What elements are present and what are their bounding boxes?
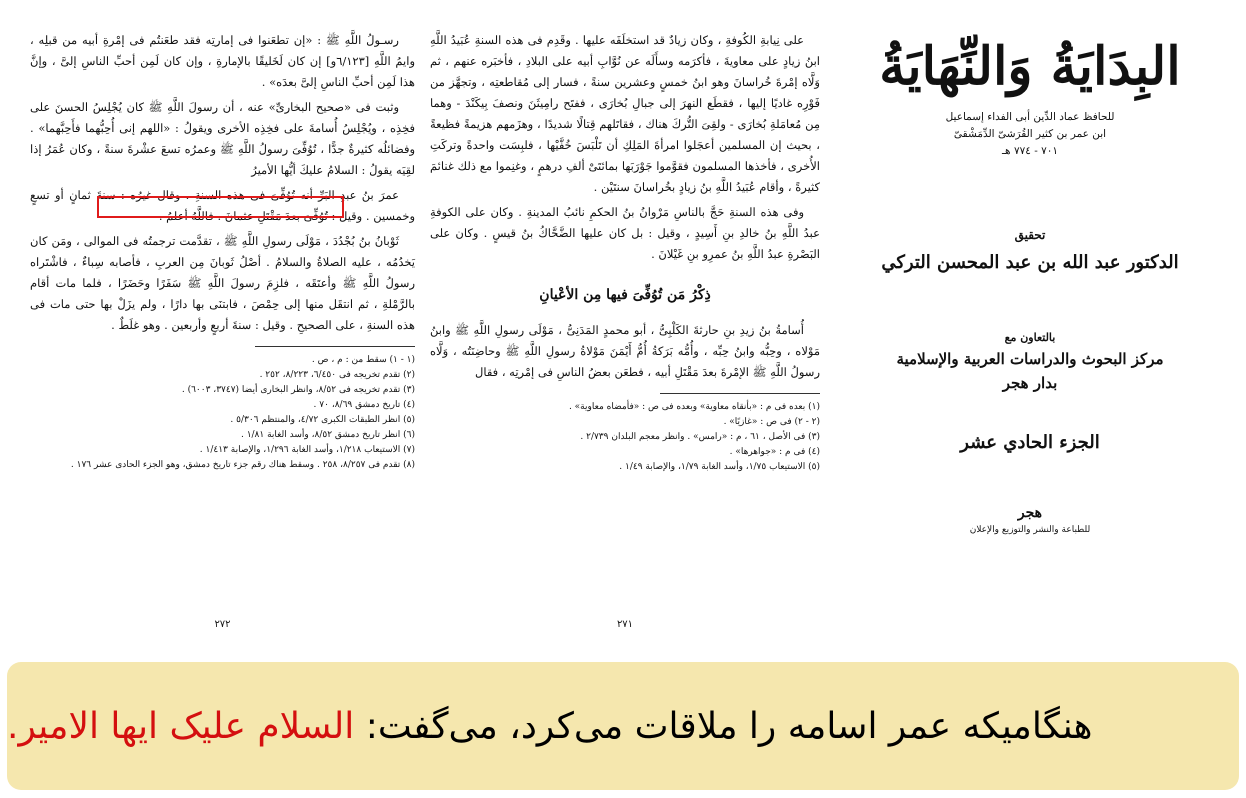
footnote: (٤) فى م : «جواهرها» . — [729, 447, 820, 457]
footnote-divider — [255, 346, 415, 347]
footnote: (١ - ١) سقط من : م ، ص . — [311, 355, 415, 365]
footnote: (٥) انظر الطبقات الكبرى ٤/٧٢، والمنتظم ٥/٣٠٦ . — [230, 415, 415, 425]
page-left-body — [30, 30, 415, 336]
section-heading: ذِكْرُ مَن تُوُفِّىَ فيها مِن الأعْيانِ — [539, 287, 711, 303]
highlight-box — [97, 196, 344, 218]
footnotes-middle — [430, 400, 820, 475]
caption-bar — [7, 662, 1239, 790]
book-title-page — [830, 30, 1230, 630]
footnote: (١) بعده فى م : «بأنقاه معاوية» وبعده فى ص : «فأمضاه معاوية» . — [568, 402, 820, 412]
dar-name: بدار هجر — [1002, 374, 1058, 392]
caption-text — [7, 706, 1153, 747]
paragraph: ثَوْبانُ بنُ بُجْدُدَ ، مَوْلَى رسولِ اللَّهِ ﷺ ، تقدَّمت ترجمتُه فى الموالى ، ومَن كان يَخدُمُه ، عليه الصلاةُ والسلامُ . أصْلُ ثَوبانَ مِن العربِ ، فأصابه سِباءٌ ، فاشْتَراه رسولُ اللَّهِ ﷺ وأعتَقَه ، فلزِمَ رسولَ اللَّهِ ﷺ سَفَرًا وحَضَرًا ، فلما مات أقام بالرَّمْلةِ ، ثم انتقَل منها إلى حِمْصَ ، فابتنَى بها دارًا ، ولم يزَلْ بها حتى مات فى هذه السنةِ ، على الصحيحِ . وقيل : سنةَ أربعٍ وأربعين . وهو غلَطٌ . — [30, 234, 415, 332]
author-line: ابن عمر بن كثير القُرَشىّ الدِّمَشْقىّ — [953, 128, 1107, 140]
footnotes-left — [30, 353, 415, 473]
highlighted-quote: وكان عُمَرُ إذا لقِيَه يقولُ : السلامُ عليكَ أيُّها الأميرُ — [30, 142, 415, 177]
footnote: (٣) تقدم تخريجه فى ٨/٥٢، وانظر البخارى أيضا (٣٧٤٧، ٦٠٠٣) . — [181, 385, 415, 395]
editor-name: الدكتور عبد الله بن عبد المحسن التركي — [881, 252, 1179, 273]
page-number: ٢٧٢ — [214, 619, 231, 630]
footnote: (٢) تقدم تخريجه فى ٦/٤٥٠، ٨/٢٢٣، ٢٥٢ . — [259, 370, 415, 380]
tahqiq-label: تحقيق — [1014, 228, 1046, 242]
page-number: ٢٧١ — [616, 619, 634, 630]
book-title: البِدَايَةُ وَالنِّهَايَةُ — [879, 36, 1181, 97]
footnote: (٥) الاستيعاب ١/٧٥، وأسد الغابة ١/٧٩، والإصابة ١/٤٩ . — [619, 462, 820, 472]
footnote: (٢ - ٢) فى ص : «غازيًا» . — [723, 417, 820, 427]
paragraph: أُسامةُ بنُ زيدِ بنِ حارثةَ الكَلْبِىُّ ، أبو محمدٍ المَدَنِىُّ ، مَوْلَى رسولِ اللَّهِ ﷺ وابنُ مَوْلاه ، وحِبُّه وابنُ حِبِّه ، وأُمُّه بَرَكةُ أُمُّ أَيْمَنَ مَوْلاةُ رسولِ اللَّهِ ﷺ وحاضِنَتُه ، وَلَّاه رسولُ اللَّهِ ﷺ الإمْرةَ بعدَ مَقْتَلِ أبيه ، فطعَن بعضُ الناسِ فى إمْرتِه ، فقال — [430, 323, 820, 379]
author-years: ٧٠١ - ٧٧٤ هـ — [1001, 145, 1059, 157]
author-line: للحافظ عماد الدِّين أبى الفداء إسماعيل — [945, 111, 1115, 123]
footnote: (٣) فى الأصل ، ٦١ ، م : «رامس» . وانظر معجم البلدان ٢/٧٣٩ . — [580, 432, 820, 442]
page-middle-body — [430, 30, 820, 383]
book-page-middle — [430, 30, 820, 630]
paragraph: رسـولُ اللَّهِ ﷺ : «إن تطعَنوا فى إمارتِه فقد طعَنتُم فى إمْرةِ أبيه من قبلِه ، وايمُ اللَّهِ [٦/١٢٣و] إن كان لَخَليقًا بالإمارةِ ، وإن كان لَمِن أحبِّ الناسِ إلىَّ ، وإنَّ هذا لَمِن أحبِّ الناسِ إلىَّ بعدَه» . — [30, 33, 415, 89]
cooperation-label: بالتعاون مع — [1004, 331, 1056, 344]
footnote-divider — [660, 393, 820, 394]
footnote: (٧) الاستيعاب ١/٢١٨، وأسد الغابة ١/٢٩٦، والإصابة ١/٤١٣ . — [199, 445, 415, 455]
research-center-name: مركز البحوث والدراسات العربية والإسلامية — [896, 350, 1164, 368]
publisher-tagline: للطباعة والنشر والتوزيع والإعلان — [969, 525, 1091, 535]
footnote: (٨) تقدم فى ٨/٢٥٧، ٢٥٨ . وسقط هناك رقم جزء تاريخ دمشق، وهو الجزء الحادى عشر ١٧٦ . — [70, 460, 415, 470]
paragraph: عمرَ بنُ عبدِ البَرِّ أنه تُوُفِّىَ فى هذه السنةِ . وقال غيرُه : سنةَ ثمانٍ أو تسعٍ وخمسين . وقيل : تُوُفِّىَ بعدَ مَقْتَلِ عثمانَ . فاللَّهُ أعلمُ . — [30, 188, 415, 223]
paragraph: وثبت فى «صحيح البخارىِّ» عنه ، أن رسولَ اللَّهِ ﷺ كان يُجْلِسُ الحسنَ على فخِذِه ، ويُجْلِسُ أُسامةَ على فخِذِه الأخرى ويقولُ : «اللهم إنى أُحِبُّهما فأَحِبَّهما» . وفضائلُه كثيرةٌ جدًّا ، تُوُفِّىَ رسولُ اللَّهِ ﷺ وعمرُه تسعَ عشْرةَ سنةً ، وكان عُمَرُ إذا لقِيَه يقولُ : السلامُ عليكَ أيُّها الأميرُ — [30, 100, 416, 177]
caption-prefix: هنگامیکه عمر اسامه را ملاقات می‌کرد، می‌گفت: — [354, 705, 1093, 747]
footnote: (٦) انظر تاريخ دمشق ٨/٥٢، وأسد الغابة ١/٨١ . — [240, 430, 415, 440]
footnote: (٤) تاريخ دمشق ٨/٦٩، ٧٠ . — [313, 400, 415, 410]
volume-label: الجزء الحادي عشر — [960, 432, 1100, 453]
book-page-left — [30, 30, 415, 630]
caption-quote: السلام علیک ایها الامیر. — [7, 705, 355, 747]
paragraph: على نِيابةِ الكُوفةِ ، وكان زيادٌ قد استخلَفَه عليها . وقَدِم فى هذه السنةِ عُبَيدُ اللَّهِ ابنُ زيادٍ على معاويةَ ، فأكرَمه وسأَلَه عن نُوَّابِ أبيه على البلادِ ، فأخبَره عنهم ، ثم وَلَّاه إمْرةَ خُراسانَ وهو ابنُ خمسٍ وعشرين سنةً ، فسار إلى مُقاطعتِه ، وتجهَّز من فَوْرِه غاديًا إليها ، فقطَع النهرَ إلى جبالِ بُخارَى ، ففتَح رامِيثَنَ ونصفَ بِيكَنْدَ - وهما مِن مُعامَلةِ بُخارَى - ولقِىَ التُّركَ هناك ، فقاتَلهم قِتالًا شديدًا ، وهزَمهم هزيمةً فظيعةً ، بحيث إن المسلمين أعجَلوا امرأةَ المَلِكِ أن تَلْبَسَ خُفَّيْها ، فلبِسَت واحدةً وتركَتِ الأُخرى ، فأخذها المسلمون فقوَّموا جَوْرَبَها بمائتَىْ ألفِ درهمٍ ، وغنِموا مع ذلك غنائمَ كثيرةً ، وأقام عُبَيدُ اللَّهِ بنُ زيادٍ بخُراسانَ سنتَيْن . — [430, 33, 820, 194]
paragraph: وفى هذه السنةِ حَجَّ بالناسِ مَرْوانُ بنُ الحكمِ نائبُ المدينةِ . وكان على الكوفةِ عبدُ اللَّهِ بنُ خالدِ بنِ أَسِيدٍ ، وقيل : بل كان عليها الضَّحَّاكُ بنُ قيسٍ . وكان على البَصْرةِ عبدُ اللَّهِ بنُ عمرِو بنِ غَيْلانَ . — [430, 205, 820, 261]
publisher-name: هجر — [1017, 505, 1043, 521]
